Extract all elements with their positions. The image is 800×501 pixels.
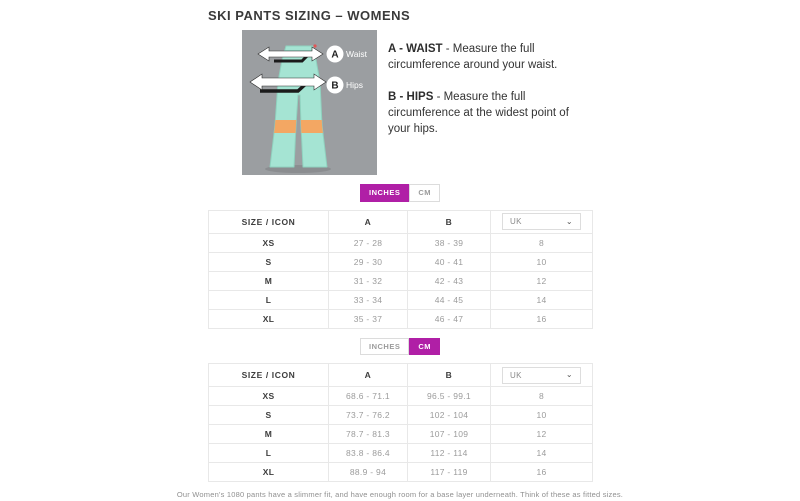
hips-instruction-lead: B - HIPS bbox=[388, 90, 434, 103]
cm-toggle-button[interactable]: CM bbox=[409, 184, 440, 202]
waist-instruction bbox=[388, 41, 592, 74]
table-row bbox=[209, 406, 593, 425]
measurement-guide bbox=[242, 30, 592, 175]
inches-toggle-button[interactable]: INCHES bbox=[360, 184, 409, 202]
column-header-region bbox=[491, 364, 593, 387]
page-title: SKI PANTS SIZING – WOMENS bbox=[208, 8, 411, 23]
pants-illustration bbox=[242, 30, 377, 175]
table-row bbox=[209, 463, 593, 482]
column-header-a: A bbox=[329, 210, 408, 233]
region-size: 10 bbox=[491, 252, 593, 271]
waist-range: 33 - 34 bbox=[329, 290, 408, 309]
column-header-b: B bbox=[408, 210, 491, 233]
hips-range: 44 - 45 bbox=[408, 290, 491, 309]
table-row bbox=[209, 425, 593, 444]
size-label: M bbox=[209, 271, 329, 290]
marker-b-label: Hips bbox=[346, 80, 364, 90]
waist-range: 29 - 30 bbox=[329, 252, 408, 271]
waist-range: 35 - 37 bbox=[329, 309, 408, 328]
waist-instruction-lead: A - WAIST bbox=[388, 43, 443, 55]
table-row bbox=[209, 444, 593, 463]
hips-instruction bbox=[388, 89, 592, 138]
size-label: S bbox=[209, 406, 329, 425]
pants-measurement-image bbox=[242, 30, 377, 175]
knee-band bbox=[270, 120, 329, 133]
waist-range: 27 - 28 bbox=[329, 233, 408, 252]
hips-range: 40 - 41 bbox=[408, 252, 491, 271]
waist-range: 78.7 - 81.3 bbox=[329, 425, 408, 444]
marker-b-letter: B bbox=[331, 80, 339, 92]
size-label: S bbox=[209, 252, 329, 271]
region-size: 14 bbox=[491, 444, 593, 463]
size-table-inches bbox=[208, 210, 593, 329]
size-label: XL bbox=[209, 463, 329, 482]
region-size: 10 bbox=[491, 406, 593, 425]
hips-range: 42 - 43 bbox=[408, 271, 491, 290]
hips-instruction-text: - Measure the full circumference at the widest point of your hips. bbox=[388, 90, 569, 136]
measurement-instructions bbox=[388, 30, 592, 175]
column-header-a: A bbox=[329, 364, 408, 387]
chevron-down-icon: ⌄ bbox=[565, 216, 573, 226]
table-row bbox=[209, 290, 593, 309]
waist-range: 88.9 - 94 bbox=[329, 463, 408, 482]
unit-toggle-cm-table bbox=[208, 338, 592, 356]
size-table-cm bbox=[208, 363, 593, 482]
hips-range: 38 - 39 bbox=[408, 233, 491, 252]
column-header-size: SIZE / ICON bbox=[209, 210, 329, 233]
region-dropdown[interactable] bbox=[502, 367, 581, 384]
hips-range: 117 - 119 bbox=[408, 463, 491, 482]
column-header-b: B bbox=[408, 364, 491, 387]
region-dropdown-value: UK bbox=[510, 217, 522, 226]
size-label: XS bbox=[209, 233, 329, 252]
unit-toggle-inches-table bbox=[208, 184, 592, 202]
hips-range: 102 - 104 bbox=[408, 406, 491, 425]
sizing-page bbox=[208, 0, 592, 482]
marker-a-label: Waist bbox=[346, 49, 367, 59]
region-size: 8 bbox=[491, 387, 593, 406]
table-row bbox=[209, 252, 593, 271]
hips-range: 46 - 47 bbox=[408, 309, 491, 328]
waist-range: 73.7 - 76.2 bbox=[329, 406, 408, 425]
pants-shape bbox=[270, 46, 327, 167]
hips-range: 107 - 109 bbox=[408, 425, 491, 444]
region-size: 16 bbox=[491, 463, 593, 482]
region-size: 12 bbox=[491, 425, 593, 444]
table-row bbox=[209, 309, 593, 328]
size-label: M bbox=[209, 425, 329, 444]
waist-range: 68.6 - 71.1 bbox=[329, 387, 408, 406]
size-label: L bbox=[209, 444, 329, 463]
table-header-row bbox=[209, 210, 593, 233]
region-size: 8 bbox=[491, 233, 593, 252]
region-size: 12 bbox=[491, 271, 593, 290]
table-row bbox=[209, 387, 593, 406]
size-label: XS bbox=[209, 387, 329, 406]
region-size: 16 bbox=[491, 309, 593, 328]
table-row bbox=[209, 271, 593, 290]
marker-a-letter: A bbox=[331, 49, 339, 61]
column-header-region bbox=[491, 210, 593, 233]
size-label: L bbox=[209, 290, 329, 309]
hips-range: 96.5 - 99.1 bbox=[408, 387, 491, 406]
table-row bbox=[209, 233, 593, 252]
region-size: 14 bbox=[491, 290, 593, 309]
region-dropdown-value: UK bbox=[510, 370, 522, 380]
region-dropdown[interactable] bbox=[502, 213, 581, 230]
cm-toggle-button[interactable]: CM bbox=[409, 338, 440, 356]
inches-toggle-button[interactable]: INCHES bbox=[360, 338, 409, 356]
waist-instruction-text: - Measure the full circumference around your waist. bbox=[388, 43, 558, 72]
size-label: XL bbox=[209, 309, 329, 328]
waist-range: 31 - 32 bbox=[329, 271, 408, 290]
hips-range: 112 - 114 bbox=[408, 444, 491, 463]
chevron-down-icon: ⌄ bbox=[565, 370, 573, 379]
column-header-size: SIZE / ICON bbox=[209, 364, 329, 387]
waist-range: 83.8 - 86.4 bbox=[329, 444, 408, 463]
table-header-row bbox=[209, 364, 593, 387]
fit-note: Our Women's 1080 pants have a slimmer fit, and have enough room for a base layer underneath. Think of these as fitted sizes. bbox=[176, 490, 624, 499]
